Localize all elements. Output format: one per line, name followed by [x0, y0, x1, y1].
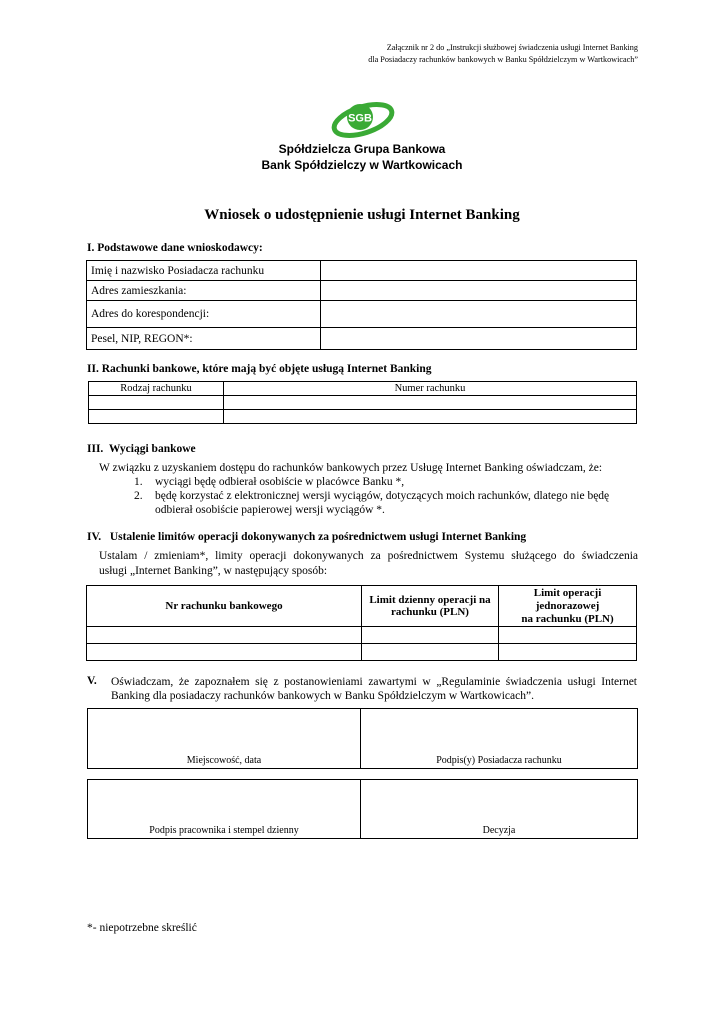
attachment-note-line-1: Załącznik nr 2 do „Instrukcji służbowej świadczenia usługi Internet Banking: [386, 43, 638, 52]
declaration-line-1: Oświadczam, że zapoznałem się z postanowieniami zawartymi w „Regulaminie świadczenia usługi Internet: [111, 676, 637, 688]
logo-text: SGB: [348, 112, 372, 125]
table-row: [87, 281, 637, 301]
account-number-cell[interactable]: [224, 410, 637, 424]
section-2-heading: II. Rachunki bankowe, które mają być objęte usługą Internet Banking: [87, 363, 432, 375]
attachment-note: [258, 42, 638, 65]
table-row: [89, 410, 637, 424]
correspondence-address-label: Adres do korespondencji:: [87, 301, 321, 328]
declaration-line-2: Banking dla posiadaczy rachunków bankowych w Banku Spółdzielczym w Wartkowicach”.: [111, 690, 534, 702]
sgb-logo: [328, 98, 398, 140]
table-row: [87, 328, 637, 350]
section-5-number: V.: [87, 675, 97, 687]
pesel-nip-regon-label: Pesel, NIP, REGON*:: [87, 328, 321, 350]
signature-box-bank: [87, 779, 638, 839]
account-number-cell[interactable]: [224, 396, 637, 410]
address-field[interactable]: [321, 281, 637, 301]
section-3-number: III.: [87, 443, 104, 455]
table-row: [87, 586, 637, 627]
statements-option-2-number: 2.: [134, 490, 143, 502]
statements-option-2-line-1: będę korzystać z elektronicznej wersji wyciągów, dotyczących moich rachunków, dlatego nie będę: [155, 490, 610, 502]
applicant-name-label: Imię i nazwisko Posiadacza rachunku: [87, 261, 321, 281]
daily-limit-cell[interactable]: [362, 627, 499, 644]
applicant-data-table: [86, 260, 637, 350]
daily-limit-cell[interactable]: [362, 644, 499, 661]
applicant-name-field[interactable]: [321, 261, 637, 281]
place-date-label: Miejscowość, data: [186, 755, 262, 766]
account-number-header: Numer rachunku: [224, 382, 637, 396]
section-3-heading: [87, 443, 196, 455]
table-row: [87, 301, 637, 328]
table-row: [87, 644, 637, 661]
decision-field[interactable]: [361, 780, 637, 838]
single-limit-header-line-2: jednorazowej: [535, 599, 600, 612]
place-date-field[interactable]: [88, 709, 361, 768]
table-row: [87, 627, 637, 644]
account-type-cell[interactable]: [89, 410, 224, 424]
signature-box-applicant: [87, 708, 638, 769]
statements-option-1-number: 1.: [134, 476, 143, 488]
statements-intro: W związku z uzyskaniem dostępu do rachunków bankowych przez Usługę Internet Banking oświadczam, że:: [99, 462, 603, 474]
holder-signature-field[interactable]: [361, 709, 637, 768]
single-limit-header-line-3: na rachunku (PLN): [521, 612, 614, 625]
bank-name: Bank Spółdzielczy w Wartkowicach: [261, 158, 463, 172]
address-label: Adres zamieszkania:: [87, 281, 321, 301]
section-4-heading: [87, 531, 526, 543]
account-type-cell[interactable]: [89, 396, 224, 410]
limits-text-line-2: usługi „Internet Banking”, w następujący sposób:: [99, 565, 328, 577]
employee-signature-field[interactable]: [88, 780, 361, 838]
account-type-header: Rodzaj rachunku: [89, 382, 224, 396]
accounts-table: [88, 381, 637, 424]
account-number-column-header: Nr rachunku bankowego: [87, 586, 362, 627]
section-4-title: Ustalenie limitów operacji dokonywanych za pośrednictwem usługi Internet Banking: [109, 531, 527, 543]
holder-signature-label: Podpis(y) Posiadacza rachunku: [436, 755, 562, 766]
table-row: [89, 382, 637, 396]
table-row: [89, 396, 637, 410]
footnote: *- niepotrzebne skreślić: [87, 922, 197, 934]
single-limit-cell[interactable]: [499, 644, 637, 661]
limits-text-line-1: Ustalam / zmieniam*, limity operacji dokonywanych za pośrednictwem Systemu służącego do świadczenia: [99, 550, 638, 562]
org-name: Spółdzielcza Grupa Bankowa: [278, 142, 446, 156]
section-3-title: Wyciągi bankowe: [108, 443, 196, 455]
attachment-note-line-2: dla Posiadaczy rachunków bankowych w Banku Spółdzielczym w Wartkowicach”: [368, 54, 638, 64]
limit-account-cell[interactable]: [87, 644, 362, 661]
limits-table: [86, 585, 637, 661]
table-row: [87, 261, 637, 281]
section-4-number: IV.: [87, 531, 102, 543]
decision-label: Decyzja: [482, 825, 516, 836]
single-limit-cell[interactable]: [499, 627, 637, 644]
single-limit-header-line-1: Limit operacji: [533, 586, 602, 599]
pesel-nip-regon-field[interactable]: [321, 328, 637, 350]
statements-option-1: wyciągi będę odbierał osobiście w placówce Banku *,: [155, 476, 405, 488]
correspondence-address-field[interactable]: [321, 301, 637, 328]
section-1-heading: I. Podstawowe dane wnioskodawcy:: [87, 242, 263, 254]
page-title: Wniosek o udostępnienie usługi Internet Banking: [204, 207, 520, 223]
statements-option-2-line-2: odbierał osobiście papierowej wersji wyciągów *.: [155, 504, 385, 516]
limit-account-cell[interactable]: [87, 627, 362, 644]
employee-signature-label: Podpis pracownika i stempel dzienny: [149, 825, 299, 836]
daily-limit-column-header: Limit dzienny operacji na rachunku (PLN): [362, 586, 499, 627]
single-limit-column-header: [499, 586, 637, 627]
